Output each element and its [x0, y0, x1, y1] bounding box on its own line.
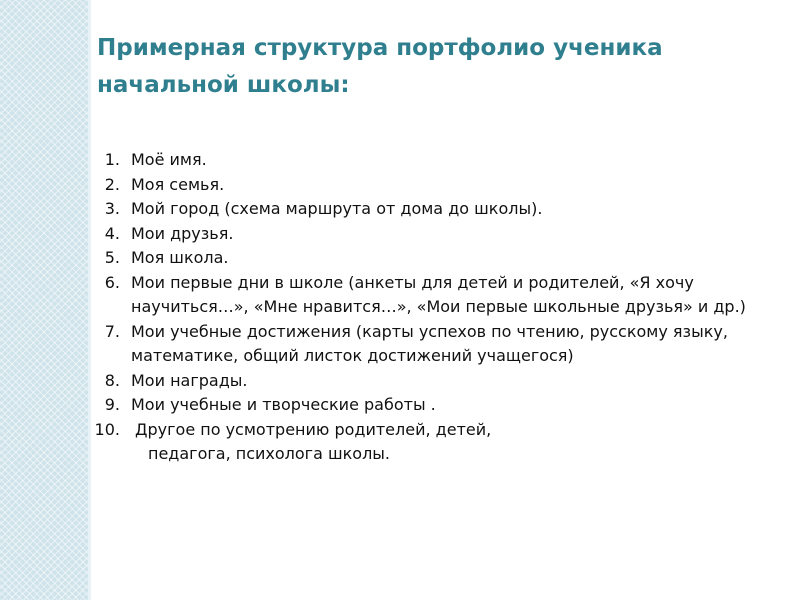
- list-item-text: Мои первые дни в школе (анкеты для детей и родителей, «Я хочу научиться…», «Мне нравится…», «Мои первые школьные друзья» и др.): [131, 272, 746, 316]
- list-item: [80, 369, 760, 394]
- list-item-text: Другое по усмотрению родителей, детей,: [135, 419, 492, 439]
- list-item: [80, 418, 760, 467]
- list-item-text: Мои учебные и творческие работы .: [131, 395, 436, 414]
- list-item-text: Мои учебные достижения (карты успехов по чтению, русскому языку, математике, общий листок достижений учащегося): [131, 321, 728, 365]
- list-item: [80, 197, 760, 222]
- list-item-number: 9.: [104, 395, 120, 414]
- decorative-side-band: [0, 0, 88, 600]
- portfolio-structure-list: [80, 148, 760, 467]
- list-item-number: 8.: [104, 370, 120, 390]
- list-item: [80, 271, 760, 320]
- list-item-text: Мои награды.: [131, 370, 248, 390]
- list-item-number: 1.: [104, 150, 120, 169]
- list-item: [80, 148, 760, 173]
- list-item-number: 4.: [104, 223, 120, 243]
- list-item: [80, 222, 760, 247]
- list-item: [80, 246, 760, 271]
- list-item-text: Моя школа.: [131, 248, 229, 267]
- list-item-number: 2.: [104, 174, 120, 194]
- list-item-text: Моя семья.: [131, 174, 225, 194]
- list-item-text: Моё имя.: [131, 150, 207, 169]
- list-item-number: 5.: [104, 248, 120, 267]
- list-item-number: 7.: [104, 321, 120, 341]
- list-item: [80, 173, 760, 198]
- list-item: [80, 393, 760, 418]
- list-item: [80, 320, 760, 369]
- slide-title: Примерная структура портфолио ученика начальной школы:: [97, 35, 663, 98]
- list-item-text: Мой город (схема маршрута от дома до школы).: [131, 199, 543, 218]
- list-item-continuation: педагога, психолога школы.: [148, 444, 391, 463]
- list-item-number: 6.: [104, 272, 120, 292]
- list-item-text: Мои друзья.: [131, 223, 234, 243]
- list-item-number: 3.: [104, 199, 120, 218]
- list-item-number: 10.: [94, 419, 120, 439]
